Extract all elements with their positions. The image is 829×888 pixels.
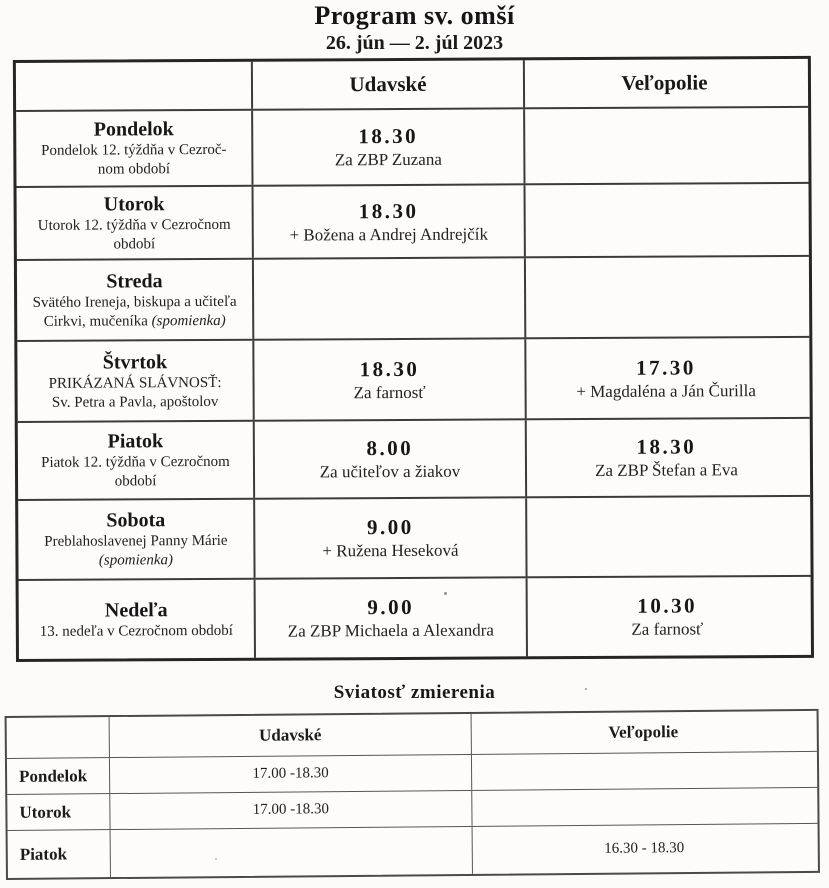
mass-intention: + Ružena Heseková bbox=[322, 540, 459, 561]
confession-row-piatok bbox=[8, 823, 818, 878]
mass-time: 17.30 bbox=[636, 354, 696, 380]
page-subtitle: 26. jún — 2. júl 2023 bbox=[325, 32, 504, 54]
day-cell bbox=[18, 422, 253, 499]
mass-intention: + Božena a Andrej Andrejčík bbox=[289, 224, 489, 245]
velopolie-cell bbox=[526, 577, 807, 656]
udavske-cell bbox=[252, 185, 524, 257]
udavske-cell bbox=[253, 420, 525, 497]
day-cell bbox=[18, 500, 253, 579]
udavske-cell bbox=[253, 498, 525, 577]
udavske-hours: 17.00 -18.30 bbox=[109, 791, 471, 829]
mass-time: 9.00 bbox=[367, 594, 415, 620]
day-name: Utorok bbox=[19, 801, 72, 822]
header-velopolie: Veľopolie bbox=[523, 59, 804, 107]
day-cell bbox=[17, 187, 252, 259]
table-row-pondelok bbox=[16, 106, 808, 186]
table-row-streda bbox=[17, 255, 809, 340]
mass-time: 10.30 bbox=[637, 593, 698, 618]
day-description bbox=[49, 373, 222, 412]
day-name: Pondelok bbox=[19, 765, 88, 786]
table-header-row bbox=[16, 59, 808, 110]
day-description bbox=[38, 215, 231, 254]
day-desc-text: Pondelok 12. týždňa v Cezroč- nom období bbox=[41, 141, 227, 178]
table-row-nedela bbox=[19, 575, 811, 659]
table-row-utorok bbox=[17, 182, 809, 259]
day-description bbox=[40, 621, 233, 641]
velopolie-cell bbox=[525, 497, 806, 576]
header-velopolie: Veľopolie bbox=[471, 711, 815, 754]
udavske-hours bbox=[110, 827, 472, 877]
udavske-hours: 17.00 -18.30 bbox=[109, 755, 471, 793]
mass-time: 18.30 bbox=[358, 198, 419, 223]
velopolie-cell bbox=[524, 257, 805, 337]
velopolie-hours bbox=[471, 788, 815, 826]
day-description bbox=[44, 532, 227, 571]
mass-intention: Za ZBP Štefan a Eva bbox=[595, 460, 738, 480]
mass-time: 18.30 bbox=[636, 434, 697, 459]
confession-table bbox=[5, 709, 820, 880]
day-desc-note: (spomienka) bbox=[147, 312, 226, 329]
mass-time: 9.00 bbox=[366, 514, 414, 540]
day-desc-note: (spomienka) bbox=[98, 552, 174, 569]
mass-time: 18.30 bbox=[359, 356, 420, 381]
title-block bbox=[0, 0, 829, 56]
day-description bbox=[41, 141, 227, 180]
scan-speck bbox=[585, 688, 587, 690]
table-row-piatok bbox=[18, 417, 810, 499]
udavske-cell bbox=[251, 109, 523, 184]
udavske-cell bbox=[252, 339, 524, 419]
header-day-cell bbox=[16, 62, 251, 110]
confession-header-row bbox=[7, 711, 817, 758]
day-name: Nedeľa bbox=[104, 598, 168, 622]
day-name: Streda bbox=[106, 269, 163, 293]
header-day-cell bbox=[7, 717, 109, 758]
day-name: Sobota bbox=[106, 509, 166, 532]
confession-row-pondelok bbox=[7, 751, 817, 794]
mass-intention: Za učiteľov a žiakov bbox=[319, 461, 461, 482]
day-cell bbox=[19, 580, 254, 659]
day-name: Štvrtok bbox=[102, 350, 168, 374]
mass-intention: Za ZBP Michaela a Alexandra bbox=[287, 620, 494, 641]
velopolie-cell bbox=[524, 338, 805, 418]
day-description bbox=[33, 292, 237, 331]
day-name: Piatok bbox=[19, 843, 68, 864]
confession-row-utorok bbox=[7, 787, 817, 830]
mass-time: 18.30 bbox=[358, 123, 419, 149]
day-desc-text: Svätého Ireneja, biskupa a učiteľa Cirkvi, mučeníka bbox=[32, 293, 237, 330]
day-desc-text: Utorok 12. týždňa v Cezročnom období bbox=[37, 216, 231, 252]
day-cell bbox=[17, 341, 252, 421]
scan-speck bbox=[215, 858, 217, 860]
day-desc-text: 13. nedeľa v Cezročnom období bbox=[39, 622, 233, 640]
velopolie-hours bbox=[471, 752, 815, 790]
header-udavske: Udavské bbox=[251, 60, 523, 108]
mass-time: 8.00 bbox=[366, 435, 414, 461]
velopolie-cell bbox=[524, 184, 805, 256]
day-name: Utorok bbox=[103, 192, 165, 216]
table-row-stvrtok bbox=[17, 336, 809, 421]
header-udavske: Udavské bbox=[109, 714, 471, 757]
udavske-cell bbox=[252, 258, 524, 338]
velopolie-hours: 16.30 - 18.30 bbox=[472, 824, 816, 874]
day-cell bbox=[17, 260, 252, 340]
confession-title: Sviatosť zmierenia bbox=[333, 682, 496, 703]
day-desc-text: PRIKÁZANÁ SLÁVNOSŤ: Sv. Petra a Pavla, apoštolov bbox=[48, 374, 222, 411]
mass-intention: Za farnosť bbox=[353, 382, 426, 402]
velopolie-cell bbox=[523, 108, 804, 183]
mass-intention: Za ZBP Zuzana bbox=[334, 149, 442, 170]
scan-speck bbox=[444, 592, 447, 595]
mass-intention: Za farnosť bbox=[631, 619, 704, 639]
day-desc-text: Preblahoslavenej Panny Márie bbox=[44, 532, 228, 550]
day-desc-text: Piatok 12. týždňa v Cezročnom období bbox=[41, 453, 230, 490]
table-row-sobota bbox=[18, 495, 810, 579]
mass-schedule-table bbox=[13, 56, 814, 662]
day-name: Pondelok bbox=[93, 118, 174, 141]
page-title: Program sv. omší bbox=[314, 1, 515, 30]
udavske-cell bbox=[254, 578, 526, 657]
velopolie-cell bbox=[525, 419, 806, 496]
mass-intention: + Magdaléna a Ján Čurilla bbox=[576, 380, 756, 401]
day-name: Piatok bbox=[107, 430, 164, 453]
day-description bbox=[41, 453, 230, 492]
day-cell bbox=[16, 111, 251, 186]
